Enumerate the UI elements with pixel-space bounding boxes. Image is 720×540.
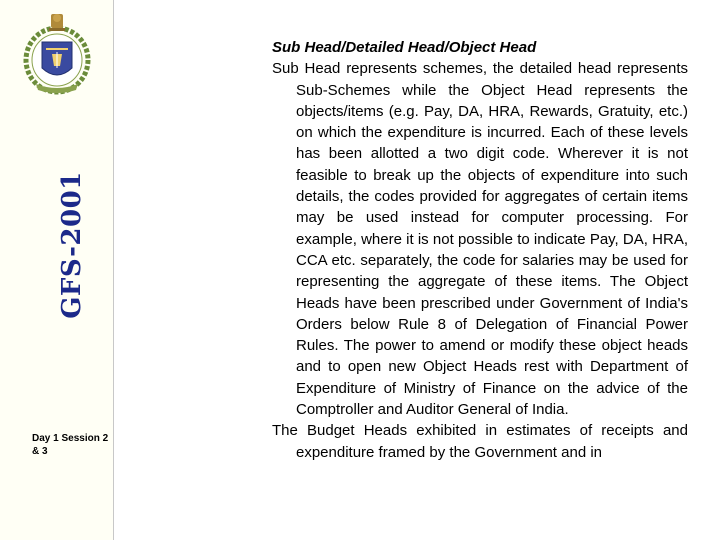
document-title: GFS-2001 [57, 171, 87, 319]
session-label: Day 1 Session 2 & 3 [32, 433, 109, 457]
cag-emblem-icon [22, 10, 92, 96]
divider [113, 0, 114, 540]
main-content [272, 37, 688, 463]
section-heading: Sub Head/Detailed Head/Object Head [272, 39, 537, 56]
paragraph-sub-head: Sub Head represents schemes, the detailed head represents Sub-Schemes while the Object Head represents the objects/items (e.g. Pay, DA, HRA, Rewards, Gratuity, etc.) on which the expenditure is incurred. Each of these levels has been allotted a two digit code. Wherever it is not feasible to break up the objects of expenditure into such details, the codes provided for aggregates of certain items may be used instead for computer processing. For example, where it is not possible to indicate Pay, DA, HRA, CCA etc. separately, the code for salaries may be used for representing the aggregate of these items. The Object Heads have been prescribed under Government of India's Orders below Rule 8 of Delegation of Financial Power Rules. The power to amend or modify these object heads and to open new Object Heads rest with Department of Expenditure of Ministry of Finance on the advice of the Comptroller and Auditor General of India. [272, 60, 688, 419]
paragraph-budget-heads: The Budget Heads exhibited in estimates of receipts and expenditure framed by the Government and in [272, 422, 688, 461]
sidebar [0, 0, 113, 540]
